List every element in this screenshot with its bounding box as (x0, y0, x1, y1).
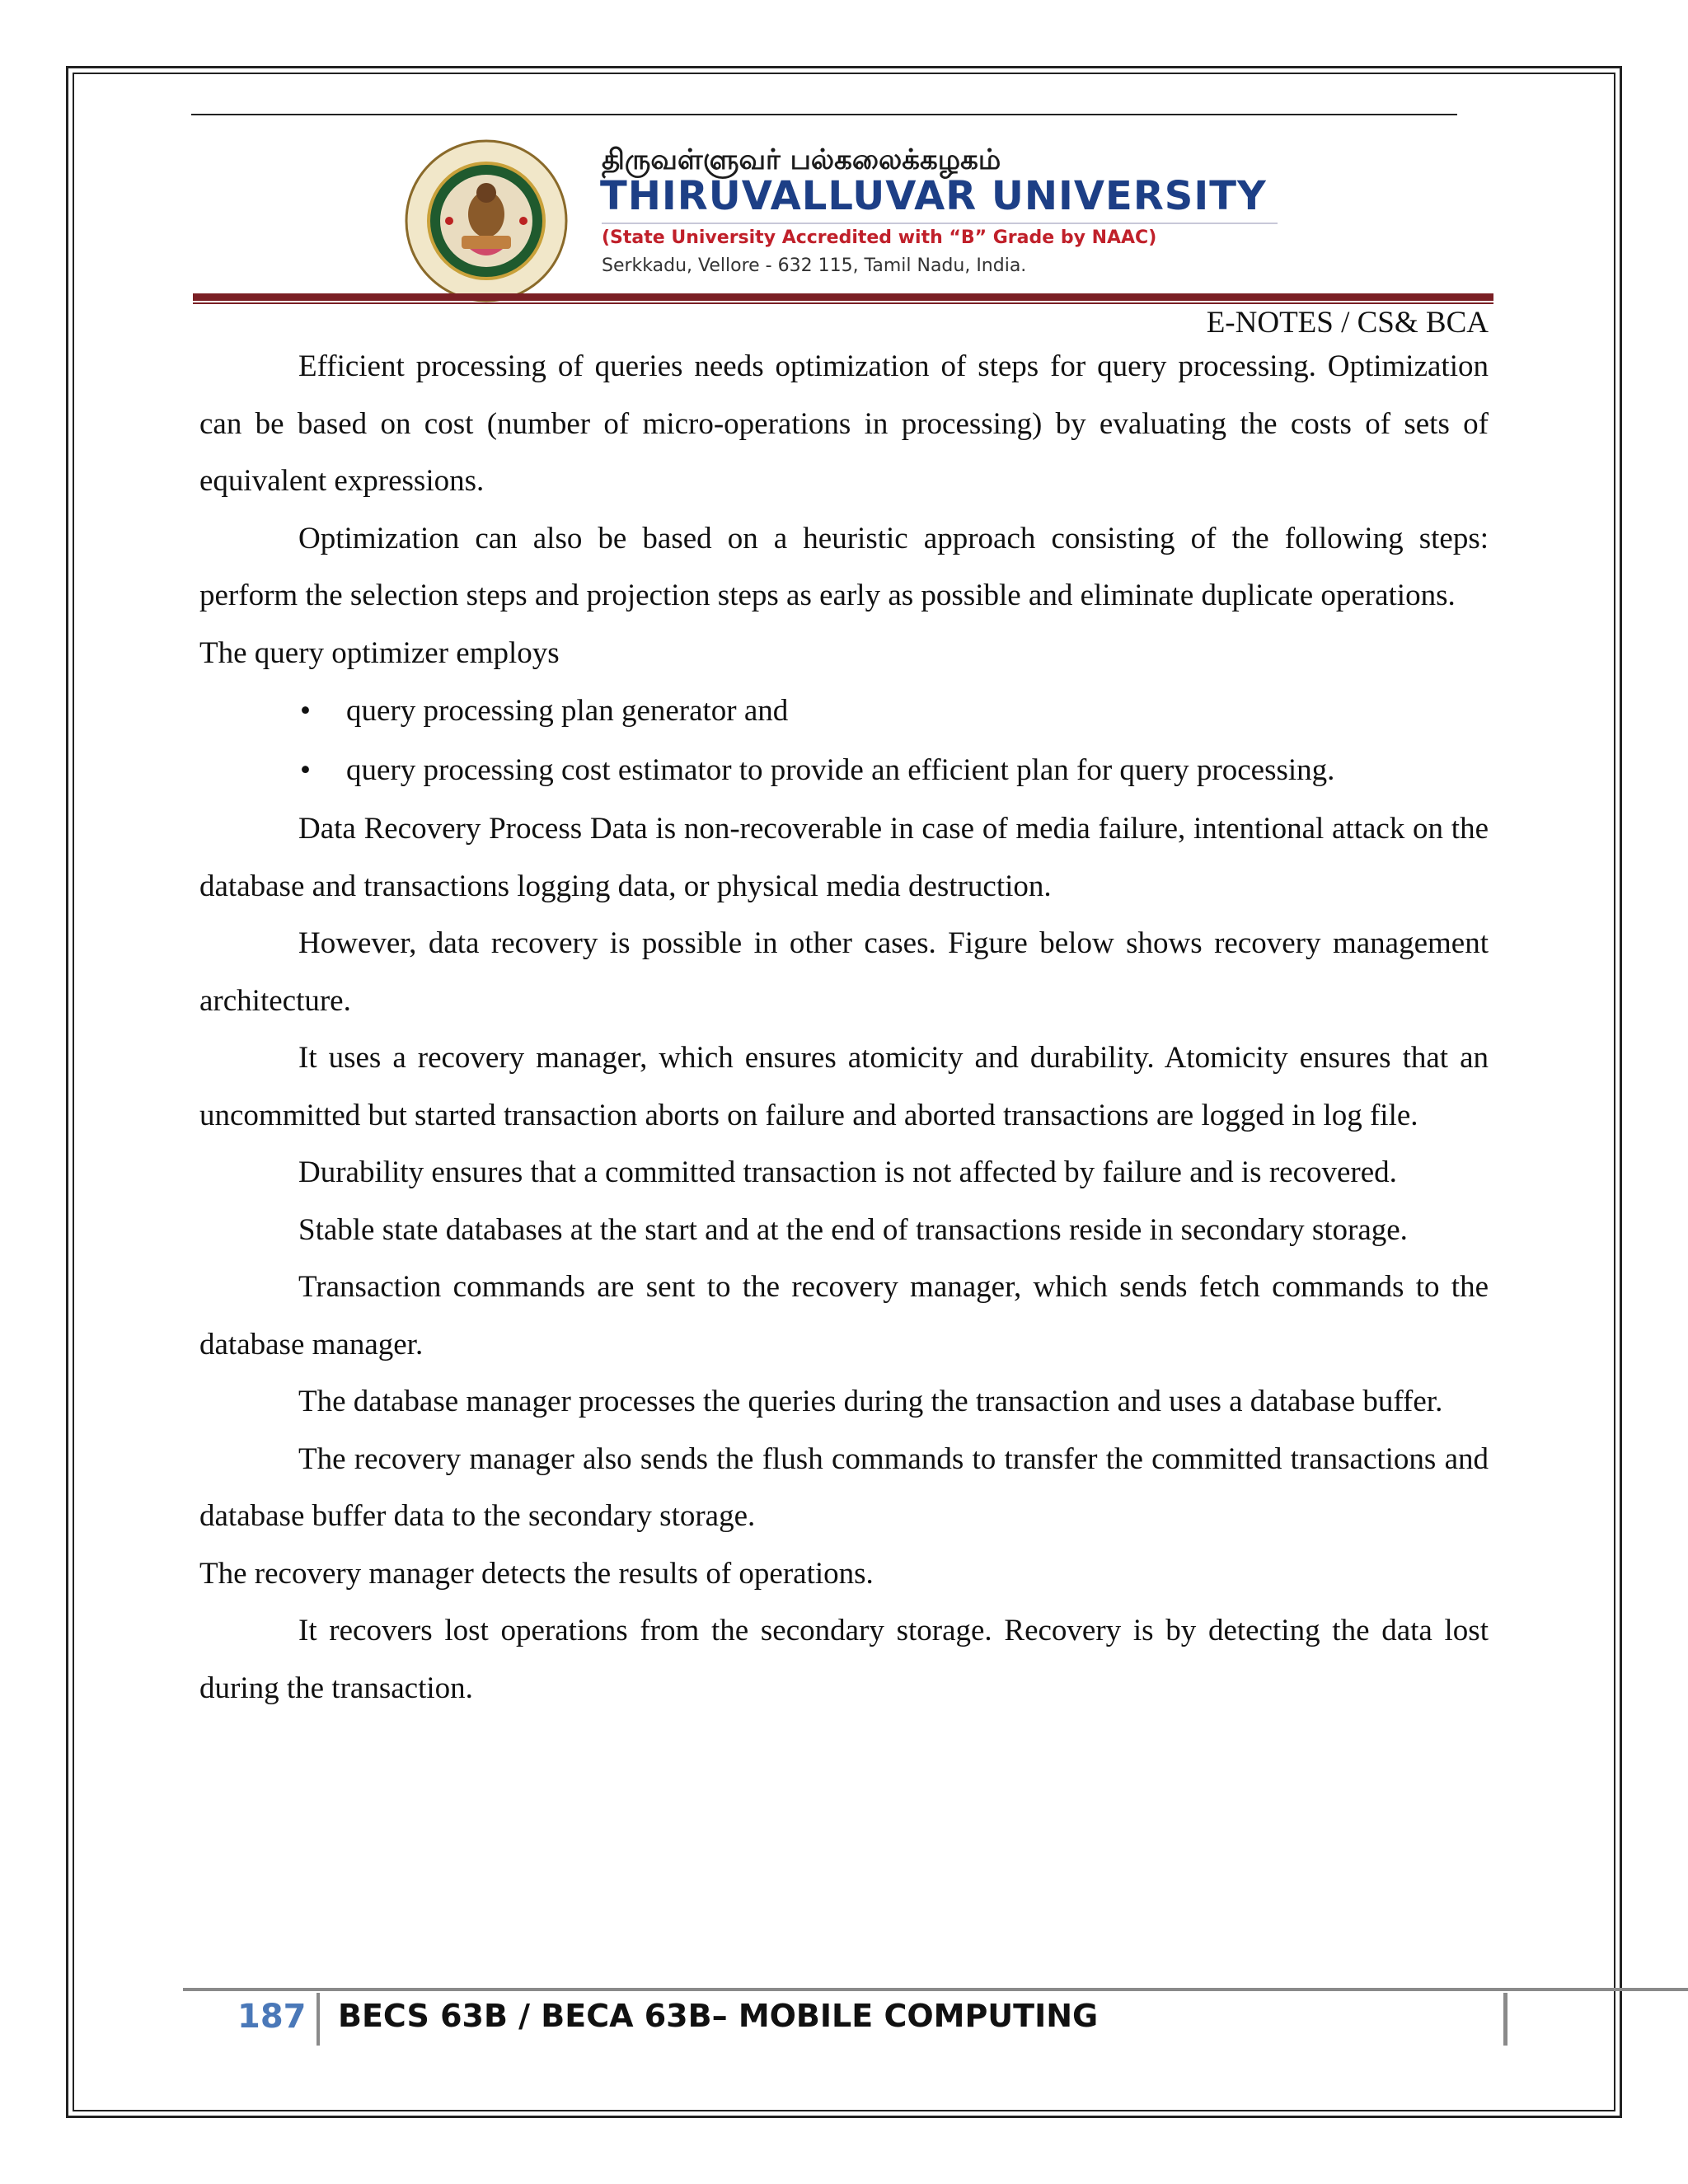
page-number: 187 (237, 1998, 307, 2036)
header-maroon-rule-thin (193, 302, 1493, 304)
accreditation-line: (State University Accredited with “B” Grade by NAAC) (602, 227, 1157, 248)
paragraph: The database manager processes the queries during the transaction and uses a database buffer. (298, 1385, 1443, 1418)
running-head: E-NOTES / CS& BCA (1206, 306, 1489, 340)
paragraph: The recovery manager detects the results of operations. (199, 1556, 874, 1591)
paragraph: Data Recovery Process Data is non-recoverable in case of media failure, intentional attack on the database and transactions logging data, or physical media destruction. (199, 812, 1489, 903)
bullet-icon: • (300, 753, 311, 787)
header-top-rule (191, 114, 1457, 115)
paragraph: Transaction commands are sent to the recovery manager, which sends fetch commands to the database manager. (199, 1270, 1489, 1361)
university-header (404, 132, 1327, 297)
list-item (199, 741, 1489, 800)
bullet-icon: • (300, 694, 311, 728)
page-body (199, 338, 1489, 1717)
footer-rule (183, 1988, 1688, 1991)
university-name: THIRUVALLUVAR UNIVERSITY (600, 173, 1267, 219)
footer-divider (316, 1993, 320, 2046)
paragraph: The query optimizer employs (199, 635, 560, 670)
footer-course-title: BECS 63B / BECA 63B– MOBILE COMPUTING (338, 1998, 1099, 2034)
paragraph: Optimization can also be based on a heuristic approach consisting of the following steps: perform the selection steps and projection steps as early as possible and eliminate duplicate operations. (199, 521, 1489, 612)
footer-divider-right (1503, 1993, 1507, 2046)
paragraph: It recovers lost operations from the secondary storage. Recovery is by detecting the data lost during the transaction. (199, 1614, 1489, 1705)
list-item (199, 682, 1489, 741)
university-name-tamil: திருவள்ளுவர் பல்கலைக்கழகம் (602, 143, 1001, 176)
university-seal-logo (404, 138, 569, 303)
paragraph: It uses a recovery manager, which ensures atomicity and durability. Atomicity ensures that an uncommitted but started transaction aborts on failure and aborted transactions are logged in log file. (199, 1041, 1489, 1132)
bullet-list (199, 682, 1489, 800)
paragraph: Stable state databases at the start and at the end of transactions reside in secondary storage. (298, 1212, 1408, 1247)
list-item-text: query processing cost estimator to provide an efficient plan for query processing. (346, 753, 1335, 787)
paragraph: The recovery manager also sends the flush commands to transfer the committed transactions and database buffer data to the secondary storage. (199, 1441, 1489, 1533)
paragraph: Efficient processing of queries needs optimization of steps for query processing. Optimization can be based on cost (number of micro-operations in processing) by evaluating the costs of sets of equivalent expressions. (199, 349, 1489, 498)
header-maroon-rule (193, 293, 1493, 301)
university-name-underline (602, 223, 1278, 224)
university-address: Serkkadu, Vellore - 632 115, Tamil Nadu, India. (602, 255, 1027, 276)
list-item-text: query processing plan generator and (346, 694, 789, 728)
paragraph: However, data recovery is possible in other cases. Figure below shows recovery management architecture. (199, 926, 1489, 1018)
paragraph: Durability ensures that a committed transaction is not affected by failure and is recovered. (298, 1155, 1397, 1189)
